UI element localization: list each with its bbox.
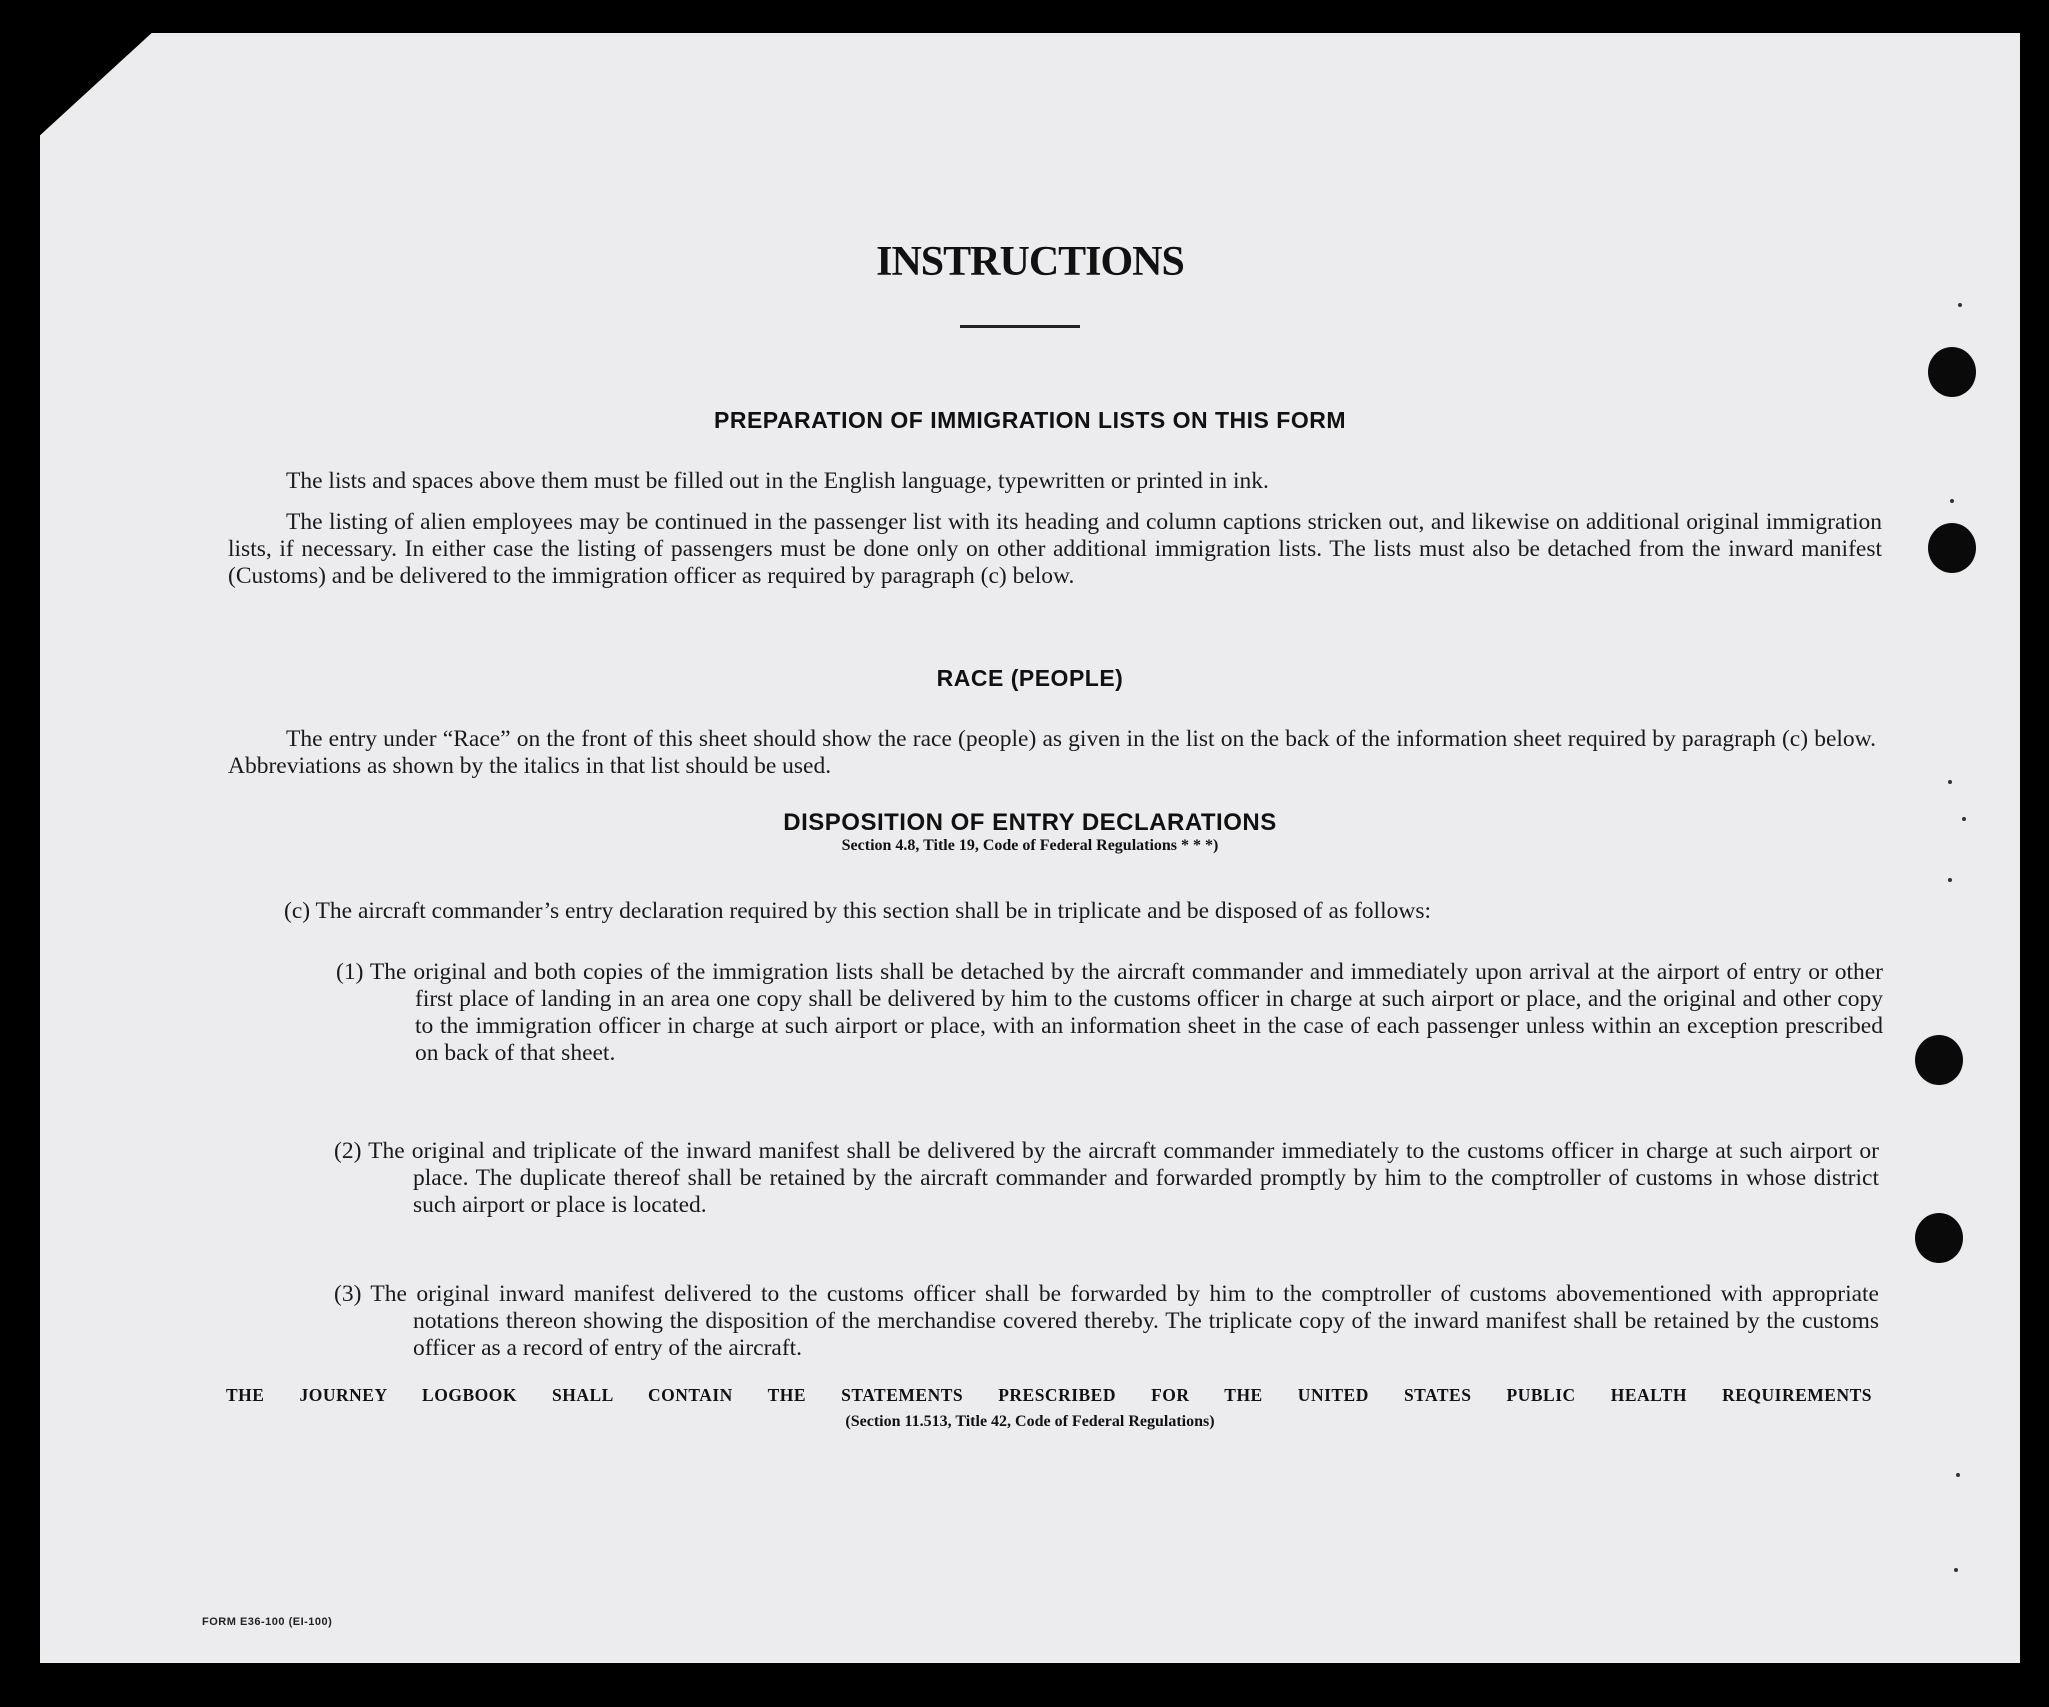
- form-number: FORM E36-100 (EI-100): [202, 1616, 333, 1628]
- disposition-item-3: (3) The original inward manifest delivered to the customs officer shall be forwarded by him to the comptroller of customs abovementioned with appropriate notations thereon showing the disposition of the merchandise covered thereby. The triplicate copy of the inward manifest shall be retained by the customs officer as a record of entry of the aircraft.: [334, 1281, 1879, 1361]
- speck: [1956, 1473, 1960, 1477]
- speck: [1950, 499, 1954, 503]
- title-divider: [960, 325, 1080, 328]
- torn-corner: [40, 33, 156, 139]
- punch-hole-2: [1928, 523, 1976, 573]
- page-title: INSTRUCTIONS: [876, 239, 1184, 285]
- health-requirements-notice: THE JOURNEY LOGBOOK SHALL CONTAIN THE STATEMENTS PRESCRIBED FOR THE UNITED STATES PUBLIC HEALTH REQUIREMENTS: [226, 1385, 1872, 1405]
- disposition-item-2: (2) The original and triplicate of the inward manifest shall be delivered by the aircraft commander immediately to the customs officer in charge at such airport or place. The duplicate thereof shall be retained by the aircraft commander and forwarded promptly by him to the comptroller of customs in whose district such airport or place is located.: [334, 1138, 1879, 1218]
- preparation-heading: PREPARATION OF IMMIGRATION LISTS ON THIS FORM: [714, 407, 1346, 433]
- disposition-item-1: (1) The original and both copies of the immigration lists shall be detached by the aircraft commander and immediately upon arrival at the airport of entry or other first place of landing in an area one copy shall be delivered by him to the customs officer in charge at such airport or place, and the original and other copy to the immigration officer in charge at such airport or place, with an information sheet in the case of each passenger unless within an exception prescribed on back of that sheet.: [336, 959, 1883, 1066]
- preparation-paragraph-2: The listing of alien employees may be continued in the passenger list with its heading and column captions stricken out, and likewise on additional original immigration lists, if necessary. In either case the listing of passengers must be done only on other additional immigration lists. The lists must also be detached from the inward manifest (Customs) and be delivered to the immigration officer as required by paragraph (c) below.: [228, 509, 1882, 589]
- speck: [1948, 780, 1952, 784]
- speck: [1958, 303, 1962, 307]
- disposition-intro: (c) The aircraft commander’s entry declaration required by this section shall be in triplicate and be disposed of as follows:: [284, 898, 1431, 924]
- punch-hole-3: [1915, 1035, 1963, 1085]
- document-page: [40, 33, 2020, 1663]
- race-heading: RACE (PEOPLE): [936, 665, 1124, 691]
- punch-hole-1: [1928, 347, 1976, 397]
- bleed-through-text: [680, 153, 812, 187]
- race-paragraph: The entry under “Race” on the front of this sheet should show the race (people) as given in the list on the back of the information sheet required by paragraph (c) below. Abbreviations as shown by the italics in that list should be used.: [228, 726, 1876, 779]
- speck: [1948, 878, 1952, 882]
- speck: [1954, 1568, 1958, 1572]
- preparation-paragraph-1: The lists and spaces above them must be filled out in the English language, typewritten or printed in ink.: [286, 468, 1269, 494]
- disposition-citation: Section 4.8, Title 19, Code of Federal Regulations * * *): [841, 837, 1219, 854]
- speck: [1962, 817, 1966, 821]
- disposition-heading: DISPOSITION OF ENTRY DECLARATIONS: [783, 809, 1277, 836]
- health-requirements-citation: (Section 11.513, Title 42, Code of Federal Regulations): [845, 1413, 1215, 1430]
- punch-hole-4: [1915, 1213, 1963, 1263]
